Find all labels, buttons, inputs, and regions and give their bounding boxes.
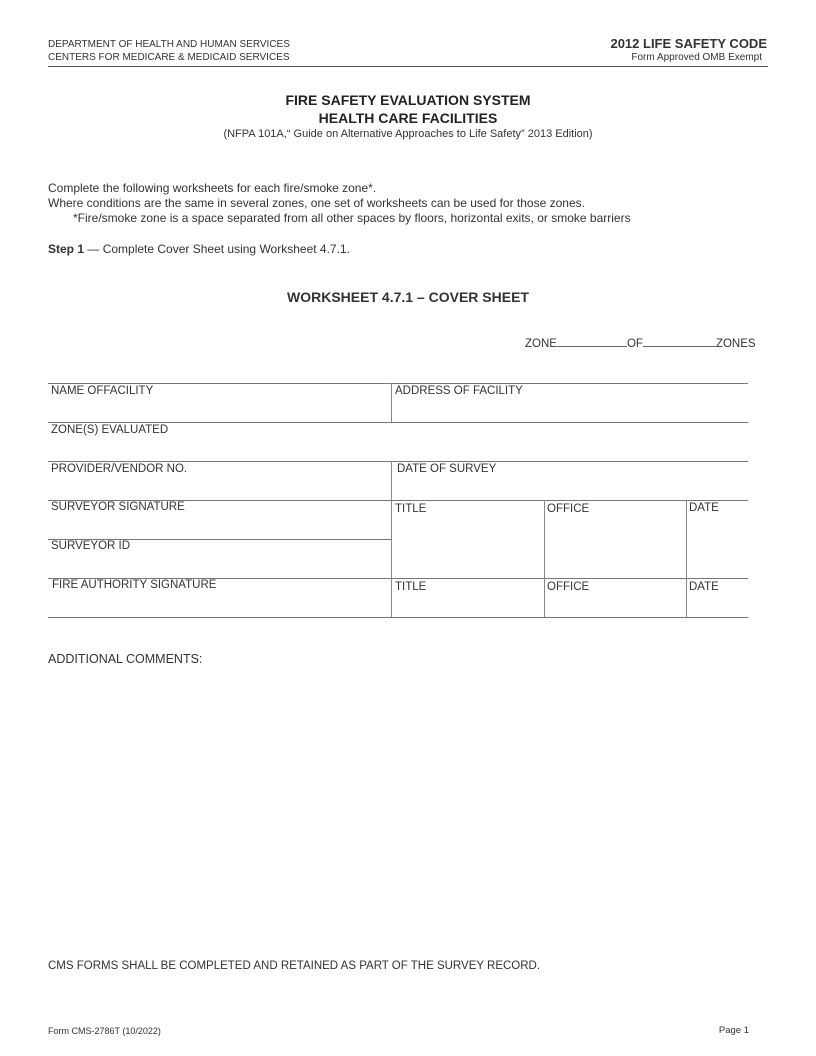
retention-note: CMS FORMS SHALL BE COMPLETED AND RETAINED AS PART OF THE SURVEY RECORD. [48, 960, 541, 972]
zone-number-field[interactable] [557, 337, 627, 347]
of-label: OF [626, 338, 643, 350]
surveyor-signature-field[interactable] [48, 516, 390, 538]
code-title: 2012 LIFE SAFETY CODE [610, 36, 767, 51]
step-text: — Complete Cover Sheet using Worksheet 4.7.1. [87, 242, 350, 256]
step-instruction [48, 242, 350, 256]
form-rule-2 [48, 422, 748, 423]
provider-vendor-field[interactable] [48, 477, 390, 499]
surveyor-office-label: OFFICE [547, 503, 590, 515]
zone-label: ZONE [525, 338, 557, 350]
zones-label: ZONES [715, 338, 756, 350]
fire-authority-date-label: DATE [689, 581, 719, 593]
department-line: DEPARTMENT OF HEALTH AND HUMAN SERVICES [48, 39, 290, 50]
zones-evaluated-field[interactable] [48, 438, 748, 460]
surveyor-date-field[interactable] [687, 518, 748, 577]
name-of-facility-field[interactable] [48, 399, 390, 421]
form-rule-7 [48, 617, 748, 618]
fire-authority-date-field[interactable] [687, 596, 748, 616]
date-of-survey-label: DATE OF SURVEY [397, 463, 497, 475]
worksheet-title: WORKSHEET 4.7.1 – COVER SHEET [287, 289, 529, 305]
fire-authority-title-label: TITLE [395, 581, 427, 593]
zone-definition: *Fire/smoke zone is a space separated from all other spaces by floors, horizontal exits, or smoke barriers [73, 211, 631, 225]
omb-note: Form Approved OMB Exempt [631, 52, 762, 63]
form-number: Form CMS-2786T (10/2022) [48, 1026, 161, 1036]
fire-authority-signature-field[interactable] [48, 594, 390, 616]
surveyor-title-field[interactable] [392, 518, 543, 577]
surveyor-office-field[interactable] [545, 518, 685, 577]
address-of-facility-label: ADDRESS OF FACILITY [395, 385, 523, 397]
instruction-line-1: Complete the following worksheets for each fire/smoke zone*. [48, 181, 377, 195]
surveyor-date-label: DATE [689, 502, 719, 514]
page-title: FIRE SAFETY EVALUATION SYSTEM [285, 92, 531, 108]
surveyor-signature-label: SURVEYOR SIGNATURE [51, 501, 185, 513]
fire-authority-office-field[interactable] [545, 596, 685, 616]
cms-line: CENTERS FOR MEDICARE & MEDICAID SERVICES [48, 52, 290, 63]
fire-authority-title-field[interactable] [392, 596, 543, 616]
fire-authority-office-label: OFFICE [547, 581, 590, 593]
nfpa-reference: (NFPA 101A,“ Guide on Alternative Approaches to Life Safety” 2013 Edition) [223, 128, 593, 140]
page-number: Page 1 [718, 1025, 749, 1036]
step-label: Step 1 [48, 242, 85, 256]
address-of-facility-field[interactable] [392, 399, 748, 421]
form-rule-1 [48, 383, 748, 384]
zone-of-zones [525, 337, 756, 350]
surveyor-title-label: TITLE [395, 503, 427, 515]
header-rule [48, 66, 768, 67]
name-of-facility-label: NAME OFFACILITY [51, 385, 154, 397]
instruction-line-2: Where conditions are the same in several zones, one set of worksheets can be used for those zones. [48, 196, 585, 210]
total-zones-field[interactable] [643, 337, 716, 347]
provider-vendor-label: PROVIDER/VENDOR NO. [51, 463, 188, 475]
additional-comments-label: ADDITIONAL COMMENTS: [48, 652, 203, 666]
additional-comments-field[interactable] [48, 672, 768, 942]
fire-authority-signature-label: FIRE AUTHORITY SIGNATURE [52, 579, 217, 591]
surveyor-id-field[interactable] [48, 555, 390, 577]
zones-evaluated-label: ZONE(S) EVALUATED [51, 424, 169, 436]
page-subtitle: HEALTH CARE FACILITIES [318, 110, 498, 126]
surveyor-id-label: SURVEYOR ID [51, 540, 131, 552]
date-of-survey-field[interactable] [392, 477, 748, 499]
form-rule-3 [48, 461, 748, 462]
